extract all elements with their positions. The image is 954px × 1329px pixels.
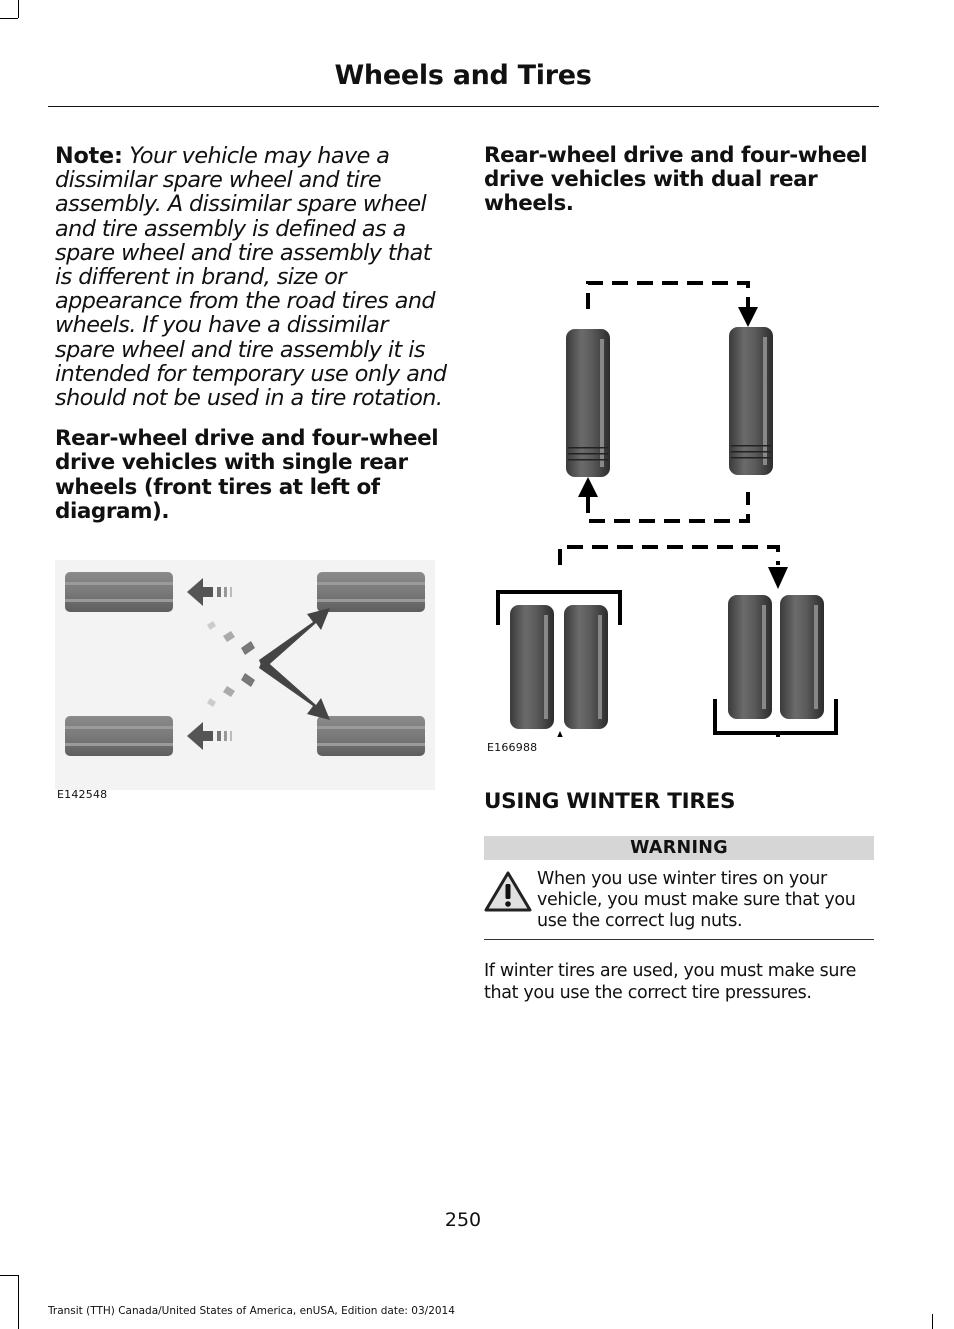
warning-text: When you use winter tires on your vehicle, you must make sure that you use the correct lug nuts. bbox=[537, 869, 856, 931]
down-arrow-icon bbox=[738, 307, 758, 327]
warning-box bbox=[484, 836, 874, 940]
right-column bbox=[484, 143, 874, 1003]
rotation-diagram-dual bbox=[484, 247, 874, 737]
warning-body bbox=[484, 860, 874, 940]
winter-tires-paragraph: If winter tires are used, you must make sure that you use the correct tire pressures. bbox=[484, 961, 856, 1003]
section-heading: USING WINTER TIRES bbox=[484, 789, 736, 814]
crop-mark bbox=[0, 18, 18, 19]
crop-mark bbox=[932, 1314, 933, 1329]
crop-mark bbox=[0, 1275, 18, 1276]
crop-mark bbox=[18, 1275, 19, 1329]
down-arrow-icon bbox=[768, 567, 788, 589]
tire-rear-right-inner bbox=[728, 595, 772, 719]
tire-rear-right-outer bbox=[780, 595, 824, 719]
dashed-path-top bbox=[588, 283, 748, 521]
warning-divider bbox=[484, 939, 874, 940]
up-arrow-icon bbox=[550, 731, 570, 737]
title-divider bbox=[48, 106, 879, 107]
warning-label: WARNING bbox=[484, 836, 874, 860]
dual-rear-wheels-heading: Rear-wheel drive and four-wheel drive vehicles with dual rear wheels. bbox=[484, 143, 868, 217]
rotation-diagram-single bbox=[55, 560, 435, 790]
left-column bbox=[55, 144, 447, 801]
tire-front-left bbox=[65, 572, 173, 612]
tire-front-right bbox=[65, 716, 173, 756]
tire-rear-left-inner bbox=[564, 605, 608, 729]
tire-front-left bbox=[566, 329, 610, 477]
tire-rear-left-outer bbox=[510, 605, 554, 729]
note-label: Note: bbox=[55, 143, 123, 169]
figure-code: E142548 bbox=[57, 788, 108, 802]
tire-rear-left bbox=[317, 572, 425, 612]
crop-mark bbox=[18, 0, 19, 18]
note-text: Your vehicle may have a dissimilar spare wheel and tire assembly. A dissimilar spare wheel and tire assembly is defined as a spare wheel and tire assembly that is different in brand, size or appearance from the road tires and wheels. If you have a dissimilar spare wheel and tire assembly it is intended for temporary use only and should not be used in a tire rotation. bbox=[55, 143, 447, 412]
page-title: Wheels and Tires bbox=[334, 60, 592, 91]
note-paragraph bbox=[55, 144, 447, 410]
warning-triangle-icon bbox=[484, 870, 532, 912]
dual-rear-wheel-rotation-diagram bbox=[484, 247, 874, 741]
tire-rear-right bbox=[317, 716, 425, 756]
single-rear-wheels-heading: Rear-wheel drive and four-wheel drive vehicles with single rear wheels (front tires at left of diagram). bbox=[55, 426, 439, 524]
winter-tires-section bbox=[484, 789, 874, 1004]
tire-front-right bbox=[729, 327, 773, 475]
up-arrow-icon bbox=[578, 477, 598, 497]
single-rear-wheel-rotation-diagram bbox=[55, 560, 447, 801]
edition-footer: Transit (TTH) Canada/United States of America, enUSA, Edition date: 03/2014 bbox=[48, 1305, 455, 1317]
figure-code: E166988 bbox=[487, 741, 538, 754]
page-number: 250 bbox=[444, 1209, 482, 1231]
